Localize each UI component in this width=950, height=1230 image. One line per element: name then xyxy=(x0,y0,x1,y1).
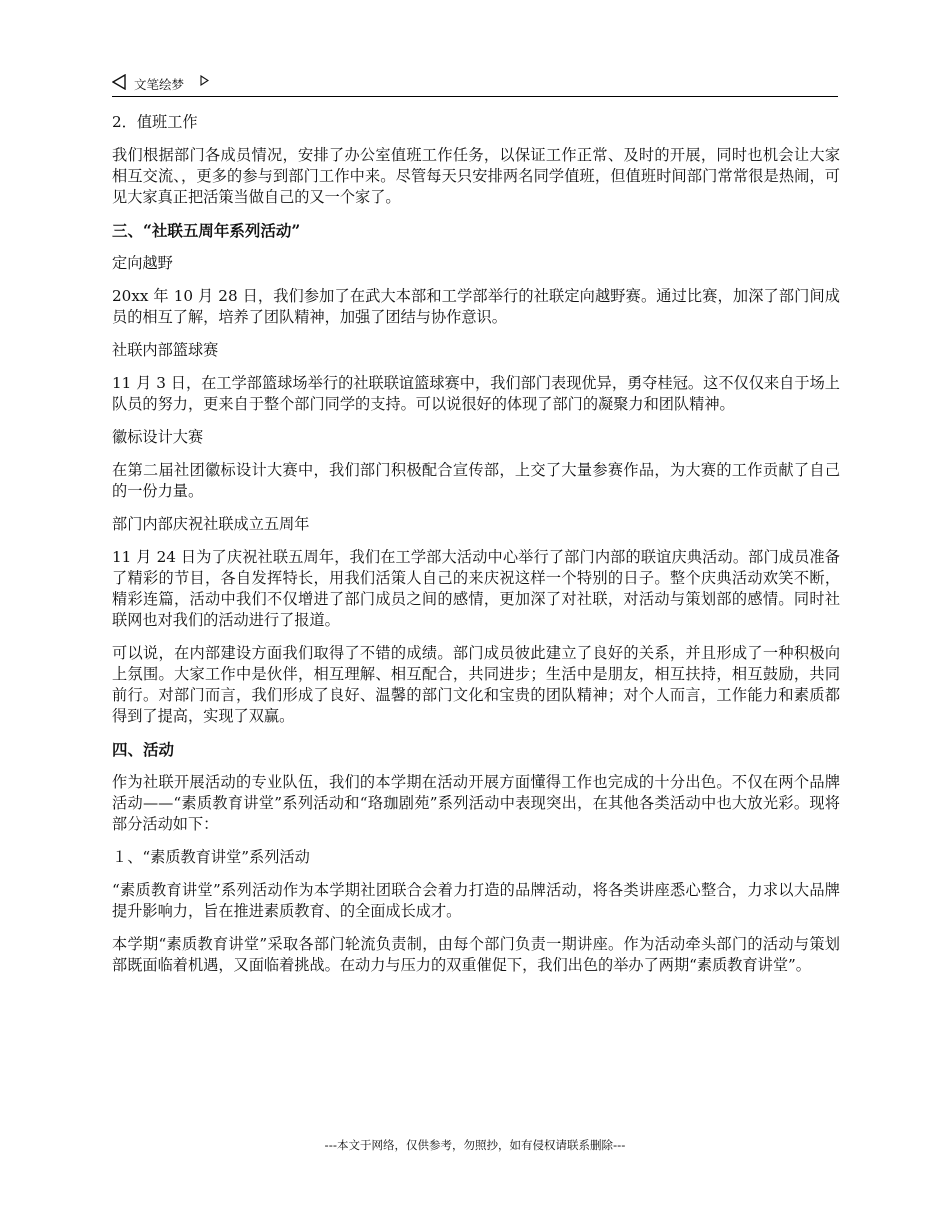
subheading: 部门内部庆祝社联成立五周年 xyxy=(112,515,310,533)
document-body xyxy=(112,112,840,988)
paragraph: 作为社联开展活动的专业队伍，我们的本学期在活动开展方面懂得工作也完成的十分出色。不仅在两个品牌活动——“素质教育讲堂”系列活动和“珞珈剧苑”系列活动中表现突出，在其他各类活动中也大放光彩。现将部分活动如下： xyxy=(112,773,840,833)
subheading: １、“素质教育讲堂”系列活动 xyxy=(112,848,310,866)
section-heading: 四、活动 xyxy=(112,740,175,759)
paragraph: 我们根据部门各成员情况，安排了办公室值班工作任务，以保证工作正常、及时的开展，同时也机会让大家相互交流、，更多的参与到部门工作中来。尽管每天只安排两名同学值班，但值班时间部门常常很是热闹，可见大家真正把活策当做自己的又一个家了。 xyxy=(112,146,840,206)
subheading: 社联内部篮球赛 xyxy=(112,341,219,359)
page-header xyxy=(112,72,838,97)
paragraph: 11 月 3 日，在工学部篮球场举行的社联联谊篮球赛中，我们部门表现优异，勇夺桂冠。这不仅仅来自于场上队员的努力，更来自于整个部门同学的支持。可以说很好的体现了部门的凝聚力和团队精神。 xyxy=(112,374,840,413)
page-footer: ---本文于网络，仅供参考，勿照抄，如有侵权请联系删除--- xyxy=(324,1138,626,1152)
header-title: 文笔绘梦 xyxy=(134,77,185,92)
paragraph: 本学期“素质教育讲堂”采取各部门轮流负责制，由每个部门负责一期讲座。作为活动牵头部门的活动与策划部既面临着机遇，又面临着挑战。在动力与压力的双重催促下，我们出色的举办了两期“素质教育讲堂”。 xyxy=(112,935,840,974)
triangle-left-outline-icon xyxy=(112,74,126,90)
triangle-right-outline-icon xyxy=(200,75,209,86)
paragraph: 2．值班工作 xyxy=(112,113,198,131)
paragraph: 20xx 年 10 月 28 日，我们参加了在武大本部和工学部举行的社联定向越野赛。通过比赛，加深了部门间成员的相互了解，培养了团队精神，加强了团结与协作意识。 xyxy=(112,287,840,326)
paragraph: 11 月 24 日为了庆祝社联五周年，我们在工学部大活动中心举行了部门内部的联谊庆典活动。部门成员准备了精彩的节目，各自发挥特长，用我们活策人自己的来庆祝这样一个特别的日子。整个庆典活动欢笑不断，精彩连篇，活动中我们不仅增进了部门成员之间的感情，更加深了对社联，对活动与策划部的感情。同时社联网也对我们的活动进行了报道。 xyxy=(112,548,840,629)
subheading: 徽标设计大赛 xyxy=(112,428,204,446)
paragraph: 在第二届社团徽标设计大赛中，我们部门积极配合宣传部，上交了大量参赛作品，为大赛的工作贡献了自己的一份力量。 xyxy=(112,461,840,500)
paragraph: 可以说，在内部建设方面我们取得了不错的成绩。部门成员彼此建立了良好的关系，并且形成了一种积极向上氛围。大家工作中是伙伴，相互理解、相互配合，共同进步；生活中是朋友，相互扶持，相互鼓励，共同前行。对部门而言，我们形成了良好、温馨的部门文化和宝贵的团队精神；对个人而言，工作能力和素质都得到了提高，实现了双赢。 xyxy=(112,644,840,725)
paragraph: “素质教育讲堂”系列活动作为本学期社团联合会着力打造的品牌活动，将各类讲座悉心整合，力求以大品牌提升影响力，旨在推进素质教育、的全面成长成才。 xyxy=(112,881,840,920)
section-heading: 三、“社联五周年系列活动” xyxy=(112,221,301,240)
subheading: 定向越野 xyxy=(112,254,173,272)
